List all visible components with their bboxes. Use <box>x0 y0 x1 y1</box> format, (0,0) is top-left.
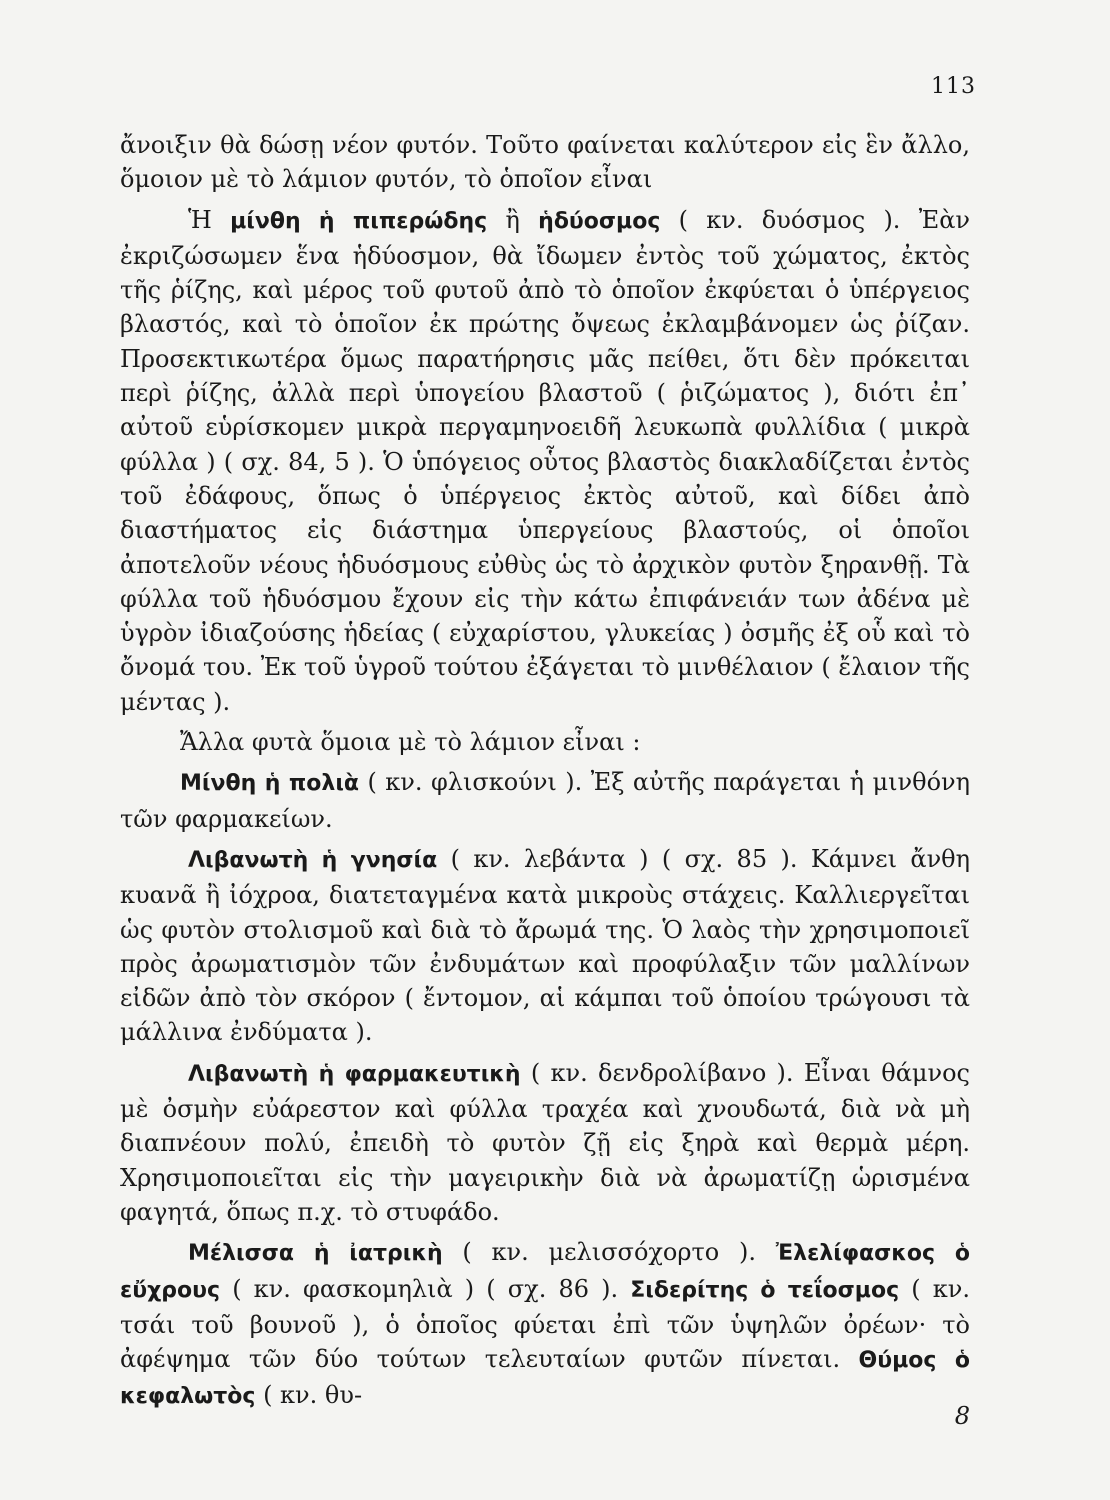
text-run: ( κν. τσάι τοῦ βουνοῦ ), ὁ ὁποῖος φύεται ἐπὶ τῶν ὑψηλῶν ὀρέων· τὸ ἀφέψημα τῶν δύο τούτων τελευταίων φυτῶν πίνεται. <box>120 1274 970 1374</box>
bold-term: ἡδύοσμος <box>538 208 661 234</box>
text-run: ἢ <box>487 205 539 234</box>
text-run: ( κν. δυόσμος ). Ἐὰν ἐκριζώσωμεν ἕνα ἡδύοσμον, θὰ ἴδωμεν ἐντὸς τοῦ χώματος, ἐκτὸς τῆς ῥίζης, καὶ μέρος τοῦ φυτοῦ ἀπὸ τὸ ὁποῖον ἐκφύεται ὁ ὑπέργειος βλαστός, καὶ τὸ ὁποῖον ἐκ πρώτης ὄψεως ἐκλαμβάνομεν ὡς ῥίζαν. Προσεκτικωτέρα ὅμως παρατήρησις μᾶς πείθει, ὅτι δὲν πρόκειται περὶ ῥίζης, ἀλλὰ περὶ ὑπογείου βλαστοῦ ( ῥιζώματος ), διότι ἐπ᾽ αὐτοῦ εὑρίσκομεν μικρὰ περγαμηνοειδῆ λευκωπὰ φυλλίδια ( μικρὰ φύλλα ) ( σχ. 84, 5 ). Ὁ ὑπόγειος οὗτος βλαστὸς διακλαδίζεται ἐντὸς τοῦ ἐδάφους, ὅπως ὁ ὑπέργειος ἐκτὸς αὐτοῦ, καὶ δίδει ἀπὸ διαστήματος εἰς διάστημα ὑπεργείους βλαστούς, οἱ ὁποῖοι ἀποτελοῦν νέους ἡδυόσμους εὐθὺς ὡς τὸ ἀρχικὸν φυτὸν ξηρανθῇ. Τὰ φύλλα τοῦ ἡδυόσμου ἔχουν εἰς τὴν κάτω ἐπιφάνειάν των ἀδένα μὲ ὑγρὸν ἰδιαζούσης ἡδείας ( εὐχαρίστου, γλυκείας ) ὀσμῆς ἐξ οὗ καὶ τὸ ὄνομά του. Ἐκ τοῦ ὑγροῦ τούτου ἐξάγεται τὸ μινθέλαιον ( ἔλαιον τῆς μέντας ). <box>120 205 970 716</box>
bold-term: Λιβανωτὴ ἡ γνησία <box>188 847 438 873</box>
paragraph <box>120 1235 970 1414</box>
paragraph <box>120 765 970 836</box>
page-number: 113 <box>931 74 976 99</box>
bold-term: Μέλισσα ἡ ἰατρικὴ <box>188 1241 443 1267</box>
bold-term: Λιβανωτὴ ἡ φαρμακευτικὴ <box>188 1061 521 1087</box>
paragraph <box>120 128 970 197</box>
text-run: ἄνοιξιν θὰ δώσῃ νέον φυτόν. Τοῦτο φαίνεται καλύτερον εἰς ἓν ἄλλο, ὅμοιον μὲ τὸ λάμιον φυτόν, τὸ ὁποῖον εἶναι <box>120 131 970 194</box>
text-run: Ἡ <box>188 205 231 234</box>
paragraph <box>120 842 970 1050</box>
text-run: ( κν. θυ- <box>255 1381 363 1410</box>
bold-term: Ἐλελίφασκος ὁ εὔχρους <box>120 1241 970 1303</box>
text-run: ( κν. λεβάντα ) ( σχ. 85 ). Κάμνει ἄνθη κυανᾶ ἢ ἰόχροα, διατεταγμένα κατὰ μικροὺς στάχεις. Καλλιεργεῖται ὡς φυτὸν στολισμοῦ καὶ διὰ τὸ ἄρωμά της. Ὁ λαὸς τὴν χρησιμοποιεῖ πρὸς ἀρωματισμὸν τῶν ἐνδυμάτων καὶ προφύλαξιν τῶν μαλλίνων εἰδῶν ἀπὸ τὸν σκόρον ( ἔντομον, αἱ κάμπαι τοῦ ὁποίου τρώγουσι τὰ μάλλινα ἐνδύματα ). <box>120 844 971 1047</box>
text-run: ( κν. φασκομηλιὰ ) ( σχ. 86 ). <box>220 1274 631 1303</box>
text-run: Ἄλλα φυτὰ ὅμοια μὲ τὸ λάμιον εἶναι : <box>180 728 641 757</box>
text-run: ( κν. μελισσόχορτο ). <box>442 1238 776 1267</box>
paragraph <box>120 203 970 719</box>
text-run: ( κν. δενδρολίβανο ). Εἶναι θάμνος μὲ ὀσμὴν εὐάρεστον καὶ φύλλα τραχέα καὶ χνουδωτά, διὰ νὰ μὴ διαπνέουν πολύ, ἐπειδὴ τὸ φυτὸν ζῇ εἰς ξηρὰ καὶ θερμὰ μέρη. Χρησιμοποιεῖται εἰς τὴν μαγειρικὴν διὰ νὰ ἀρωματίζῃ ὡρισμένα φαγητά, ὅπως π.χ. τὸ στυφάδο. <box>120 1058 970 1226</box>
signature-mark: 8 <box>954 1402 970 1430</box>
bold-term: Σιδερίτης ὁ τεΐοσμος <box>630 1277 900 1303</box>
text-run: ( κν. φλισκούνι ). Ἐξ αὐτῆς παράγεται ἡ μινθόνη τῶν φαρμακείων. <box>120 768 970 833</box>
bold-term: Μίνθη ἡ πολιὰ <box>180 771 359 797</box>
bold-term: Θύμος ὁ κεφαλωτὸς <box>120 1348 970 1410</box>
bold-term: μίνθη ἡ πιπερώδης <box>230 208 488 234</box>
body-text <box>120 128 970 1421</box>
paragraph <box>120 1056 970 1229</box>
paragraph <box>120 725 970 759</box>
